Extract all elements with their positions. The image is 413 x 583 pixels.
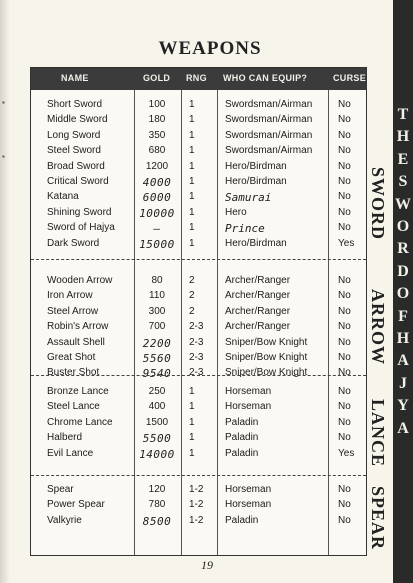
- gold-cost: 4000: [142, 176, 172, 189]
- category-label: SPEAR: [368, 486, 388, 551]
- table-row: [31, 483, 366, 498]
- weapon-name: Chrome Lance: [47, 416, 113, 428]
- table-row: [31, 144, 366, 159]
- table-row: [31, 129, 366, 144]
- range-value: 1: [189, 416, 195, 428]
- weapon-name: Steel Arrow: [47, 305, 99, 317]
- category-label: ARROW: [368, 289, 388, 365]
- equip-class: Paladin: [225, 432, 259, 444]
- equip-class: Hero: [225, 206, 247, 218]
- range-value: 1: [189, 447, 195, 459]
- table-row: [31, 289, 366, 304]
- weapon-name: Bronze Lance: [47, 386, 109, 397]
- range-value: 1: [189, 432, 195, 444]
- table-row: [31, 175, 366, 190]
- section-divider: [31, 375, 366, 376]
- gold-cost: 180: [148, 114, 166, 126]
- weapon-name: Halberd: [47, 432, 83, 444]
- table-row: [31, 400, 366, 415]
- range-value: 1: [189, 176, 195, 187]
- equip-class: Paladin: [225, 416, 259, 428]
- table-row: [31, 274, 366, 289]
- curse-flag: Yes: [338, 237, 355, 249]
- curse-flag: No: [338, 432, 351, 444]
- curse-flag: No: [338, 386, 351, 397]
- gold-cost: 15000: [139, 237, 175, 251]
- curse-flag: No: [338, 484, 351, 495]
- equip-class: Horseman: [225, 386, 272, 397]
- range-value: 2-3: [189, 352, 204, 363]
- equip-class: Swordsman/Airman: [225, 145, 313, 157]
- weapon-name: Sword of Hajya: [47, 222, 115, 234]
- category-label: SWORD: [368, 167, 388, 241]
- table-header: [31, 68, 366, 90]
- table-row: [31, 366, 366, 381]
- weapon-name: Middle Sword: [47, 114, 108, 126]
- equip-class: Prince: [225, 222, 265, 236]
- curse-flag: No: [338, 275, 351, 286]
- range-value: 1: [189, 191, 195, 203]
- col-header-rng: RNG: [186, 73, 207, 83]
- page-number: 19: [201, 558, 213, 572]
- equip-class: Archer/Ranger: [225, 321, 291, 333]
- equip-class: Swordsman/Airman: [225, 114, 313, 126]
- curse-flag: No: [338, 336, 351, 348]
- curse-flag: No: [338, 499, 351, 511]
- gold-cost: 80: [151, 275, 163, 286]
- weapon-name: Iron Arrow: [47, 290, 93, 302]
- range-value: 1: [189, 237, 195, 249]
- curse-flag: No: [338, 416, 351, 428]
- equip-class: Paladin: [225, 447, 259, 459]
- gold-cost: 350: [148, 129, 166, 141]
- weapon-name: Robin's Arrow: [47, 321, 109, 333]
- gold-cost: 100: [148, 99, 166, 110]
- curse-flag: No: [338, 176, 351, 187]
- gold-cost: 6000: [142, 191, 172, 205]
- weapon-name: Critical Sword: [47, 176, 109, 187]
- weapon-name: Great Shot: [47, 352, 96, 363]
- table-row: [31, 237, 366, 252]
- gold-cost: 5560: [142, 352, 172, 365]
- table-row: [31, 431, 366, 446]
- gold-cost: 8500: [142, 514, 172, 528]
- curse-flag: No: [338, 114, 351, 126]
- range-value: 1: [189, 401, 195, 413]
- gold-cost: 110: [149, 290, 165, 302]
- col-header-curse: CURSE: [333, 73, 367, 83]
- table-row: [31, 320, 366, 335]
- col-header-who: WHO CAN EQUIP?: [223, 73, 308, 83]
- equip-class: Sniper/Bow Knight: [225, 367, 308, 379]
- curse-flag: No: [338, 352, 351, 363]
- margin-mark: ▪: [2, 98, 5, 107]
- weapon-name: Power Spear: [47, 499, 105, 511]
- equip-class: Paladin: [225, 514, 259, 526]
- gold-cost: 10000: [139, 206, 175, 220]
- equip-class: Sniper/Bow Knight: [225, 352, 308, 363]
- section-divider: [31, 259, 366, 260]
- gold-cost: 120: [148, 484, 166, 495]
- range-value: 1: [189, 222, 195, 234]
- category-label: LANCE: [368, 399, 388, 468]
- col-header-gold: GOLD: [143, 73, 171, 83]
- table-row: [31, 336, 366, 351]
- weapon-name: Steel Sword: [47, 145, 101, 157]
- equip-class: Horseman: [225, 499, 272, 511]
- range-value: 2: [189, 275, 195, 286]
- equip-class: Archer/Ranger: [225, 275, 291, 286]
- table-row: [31, 206, 366, 221]
- range-value: 1: [189, 145, 195, 157]
- weapon-name: Short Sword: [47, 99, 103, 110]
- table-row: [31, 305, 366, 320]
- curse-flag: No: [338, 222, 351, 234]
- table-row: [31, 160, 366, 175]
- gold-cost: —: [153, 222, 161, 236]
- range-value: 2: [189, 305, 195, 317]
- table-row: [31, 416, 366, 431]
- range-value: 1: [189, 114, 195, 126]
- weapon-name: Shining Sword: [47, 206, 112, 218]
- range-value: 1-2: [189, 499, 204, 511]
- gold-cost: 400: [148, 401, 166, 413]
- range-value: 1: [189, 386, 195, 397]
- curse-flag: Yes: [338, 447, 355, 459]
- gold-cost: 1500: [145, 416, 169, 428]
- weapon-name: Buster Shot: [47, 367, 100, 379]
- table-row: [31, 351, 366, 366]
- equip-class: Horseman: [225, 401, 272, 413]
- equip-class: Hero/Birdman: [225, 176, 287, 187]
- table-row: [31, 113, 366, 128]
- range-value: 2-3: [189, 321, 204, 333]
- range-value: 1: [189, 129, 195, 141]
- weapon-name: Broad Sword: [47, 160, 105, 172]
- equip-class: Hero/Birdman: [225, 160, 287, 172]
- table-row: [31, 98, 366, 113]
- curse-flag: No: [338, 290, 351, 302]
- curse-flag: No: [338, 99, 351, 110]
- curse-flag: No: [338, 191, 351, 203]
- curse-flag: No: [338, 206, 351, 218]
- side-title-text: T H E S W O R D O F H A J Y A: [395, 106, 411, 437]
- equip-class: Horseman: [225, 484, 272, 495]
- gold-cost: 780: [148, 499, 166, 511]
- table-row: [31, 221, 366, 236]
- range-value: 2-3: [189, 367, 204, 379]
- gold-cost: 680: [148, 145, 166, 157]
- page-title: WEAPONS: [158, 38, 262, 59]
- table-row: [31, 514, 366, 529]
- range-value: 1-2: [189, 514, 204, 526]
- weapon-name: Valkyrie: [47, 514, 82, 526]
- gold-cost: 1200: [145, 160, 169, 172]
- curse-flag: No: [338, 145, 351, 157]
- weapon-name: Evil Lance: [47, 447, 94, 459]
- section-divider: [31, 475, 366, 476]
- col-header-name: NAME: [61, 73, 89, 83]
- page-edge-shadow: [0, 0, 10, 583]
- equip-class: Archer/Ranger: [225, 305, 291, 317]
- range-value: 1: [189, 206, 195, 218]
- equip-class: Sniper/Bow Knight: [225, 336, 308, 348]
- table-row: [31, 447, 366, 462]
- weapons-table: [30, 67, 367, 556]
- curse-flag: No: [338, 160, 351, 172]
- gold-cost: 2200: [142, 336, 172, 350]
- weapon-name: Assault Shell: [47, 336, 105, 348]
- gold-cost: 9540: [142, 367, 172, 381]
- curse-flag: No: [338, 129, 351, 141]
- equip-class: Swordsman/Airman: [225, 129, 313, 141]
- gold-cost: 300: [148, 305, 166, 317]
- curse-flag: No: [338, 321, 351, 333]
- weapon-name: Katana: [47, 191, 79, 203]
- range-value: 2-3: [189, 336, 204, 348]
- weapon-name: Dark Sword: [47, 237, 100, 249]
- curse-flag: No: [338, 514, 351, 526]
- weapon-name: Spear: [47, 484, 74, 495]
- table-row: [31, 385, 366, 400]
- equip-class: Samurai: [225, 191, 272, 205]
- weapon-name: Long Sword: [47, 129, 101, 141]
- table-row: [31, 498, 366, 513]
- range-value: 1-2: [189, 484, 204, 495]
- gold-cost: 250: [148, 386, 166, 397]
- gold-cost: 5500: [142, 432, 172, 446]
- equip-class: Archer/Ranger: [225, 290, 291, 302]
- range-value: 2: [189, 290, 195, 302]
- curse-flag: No: [338, 367, 351, 379]
- range-value: 1: [189, 160, 195, 172]
- curse-flag: No: [338, 305, 351, 317]
- gold-cost: 700: [148, 321, 166, 333]
- curse-flag: No: [338, 401, 351, 413]
- equip-class: Hero/Birdman: [225, 237, 287, 249]
- equip-class: Swordsman/Airman: [225, 99, 313, 110]
- range-value: 1: [189, 99, 195, 110]
- table-row: [31, 190, 366, 205]
- weapon-name: Steel Lance: [47, 401, 100, 413]
- margin-mark: ▪: [2, 152, 5, 161]
- gold-cost: 14000: [139, 447, 175, 461]
- weapon-name: Wooden Arrow: [47, 275, 113, 286]
